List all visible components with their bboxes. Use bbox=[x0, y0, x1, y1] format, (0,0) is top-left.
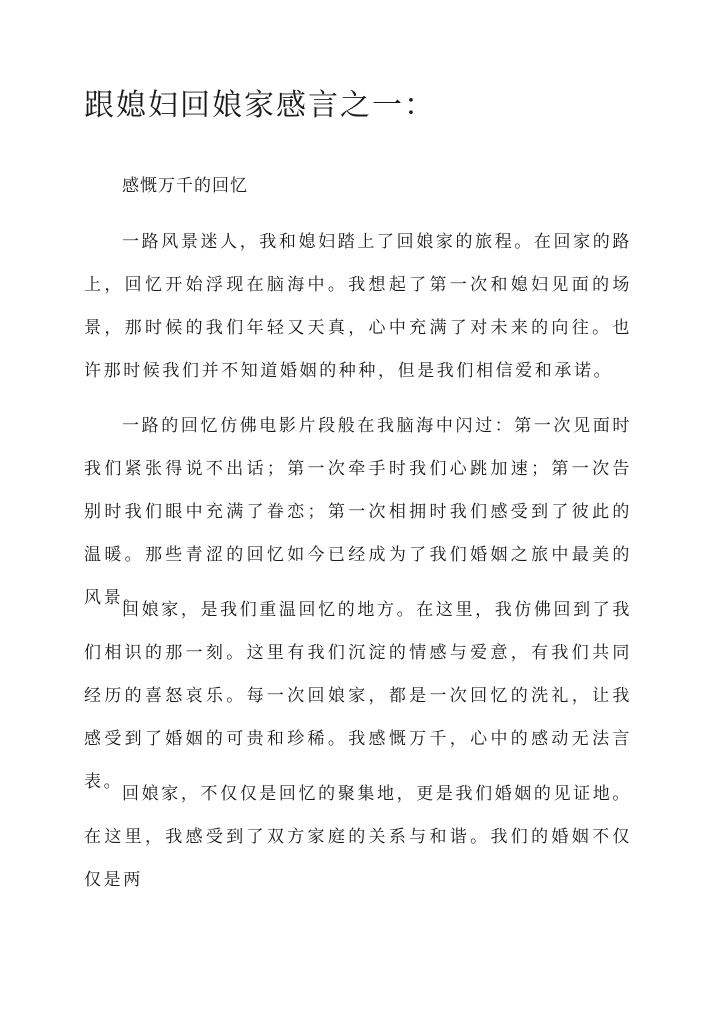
paragraph-2: 一路的回忆仿佛电影片段般在我脑海中闪过：第一次见面时我们紧张得说不出话；第一次牵手时我们心跳加速；第一次告别时我们眼中充满了眷恋；第一次相拥时我们感受到了彼此的温暖。那些青涩的回忆如今已经成为了我们婚姻之旅中最美的风景。 bbox=[84, 416, 632, 608]
document-title: 跟媳妇回娘家感言之一： bbox=[84, 88, 436, 123]
paragraph-3: 回娘家，是我们重温回忆的地方。在这里，我仿佛回到了我们相识的那一刻。这里有我们沉淀的情感与爱意，有我们共同经历的喜怒哀乐。每一次回娘家，都是一次回忆的洗礼，让我感受到了婚姻的可贵和珍稀。我感慨万千，心中的感动无法言表。 bbox=[84, 600, 632, 792]
paragraph-4: 回娘家，不仅仅是回忆的聚集地，更是我们婚姻的见证地。在这里，我感受到了双方家庭的关系与和谐。我们的婚姻不仅仅是两 bbox=[84, 784, 632, 890]
paragraph-1: 一路风景迷人，我和媳妇踏上了回娘家的旅程。在回家的路上，回忆开始浮现在脑海中。我想起了第一次和媳妇见面的场景，那时候的我们年轻又天真，心中充满了对未来的向往。也许那时候我们并不知道婚姻的种种，但是我们相信爱和承诺。 bbox=[84, 232, 632, 381]
document-subtitle: 感慨万千的回忆 bbox=[122, 176, 248, 196]
